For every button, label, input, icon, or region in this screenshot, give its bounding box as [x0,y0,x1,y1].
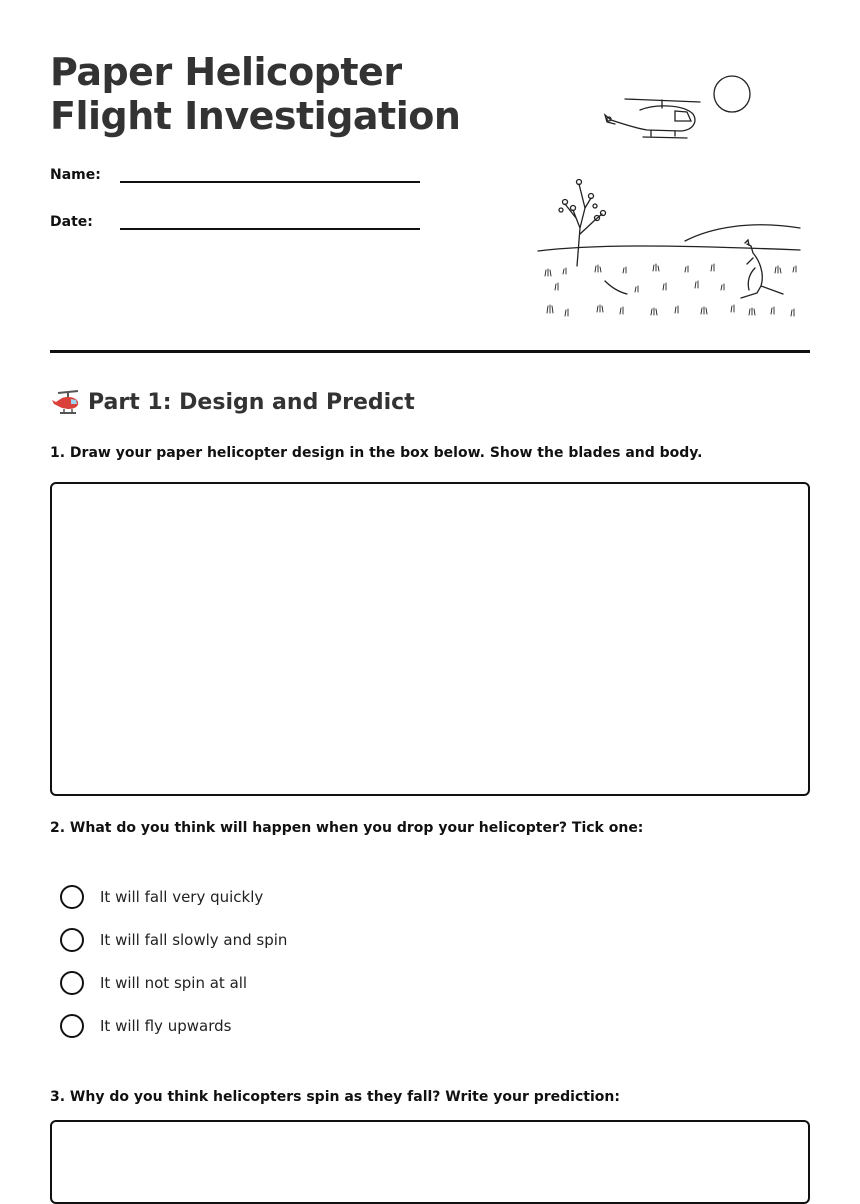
question-1: 1. Draw your paper helicopter design in the box below. Show the blades and body. [50,445,703,461]
radio-circle[interactable] [60,1014,84,1038]
radio-circle[interactable] [60,928,84,952]
helicopter-outback-illustration [535,68,810,330]
tree-drawing [559,180,606,267]
part1-heading [50,388,415,416]
horizon-line [538,246,800,251]
radio-circle[interactable] [60,885,84,909]
helicopter-drawing [605,99,700,138]
radio-circle[interactable] [60,971,84,995]
section-title: Part 1: Design and Predict [88,389,415,415]
page-title: Paper Helicopter Flight Investigation [50,50,461,138]
hill-drawing [685,225,800,241]
name-input-line[interactable] [120,167,420,183]
header-divider [50,350,810,353]
option-fall-slowly-spin[interactable] [60,928,287,952]
option-label: It will fall slowly and spin [100,931,288,949]
option-label: It will fly upwards [100,1017,232,1035]
question-3: 3. Why do you think helicopters spin as they fall? Write your prediction: [50,1089,620,1105]
boomerang-drawing [605,281,627,294]
sun-icon [714,76,750,112]
helicopter-icon [50,388,82,416]
date-label: Date: [50,214,93,230]
date-input-line[interactable] [120,214,420,230]
question-2: 2. What do you think will happen when you drop your helicopter? Tick one: [50,820,644,836]
option-label: It will fall very quickly [100,888,264,906]
name-label: Name: [50,167,101,183]
date-field [50,214,420,230]
option-no-spin[interactable] [60,971,247,995]
name-field [50,167,420,183]
drawing-box[interactable] [50,482,810,796]
option-label: It will not spin at all [100,974,248,992]
option-fly-upwards[interactable] [60,1014,231,1038]
prediction-box[interactable] [50,1120,810,1204]
option-fall-quickly[interactable] [60,885,263,909]
